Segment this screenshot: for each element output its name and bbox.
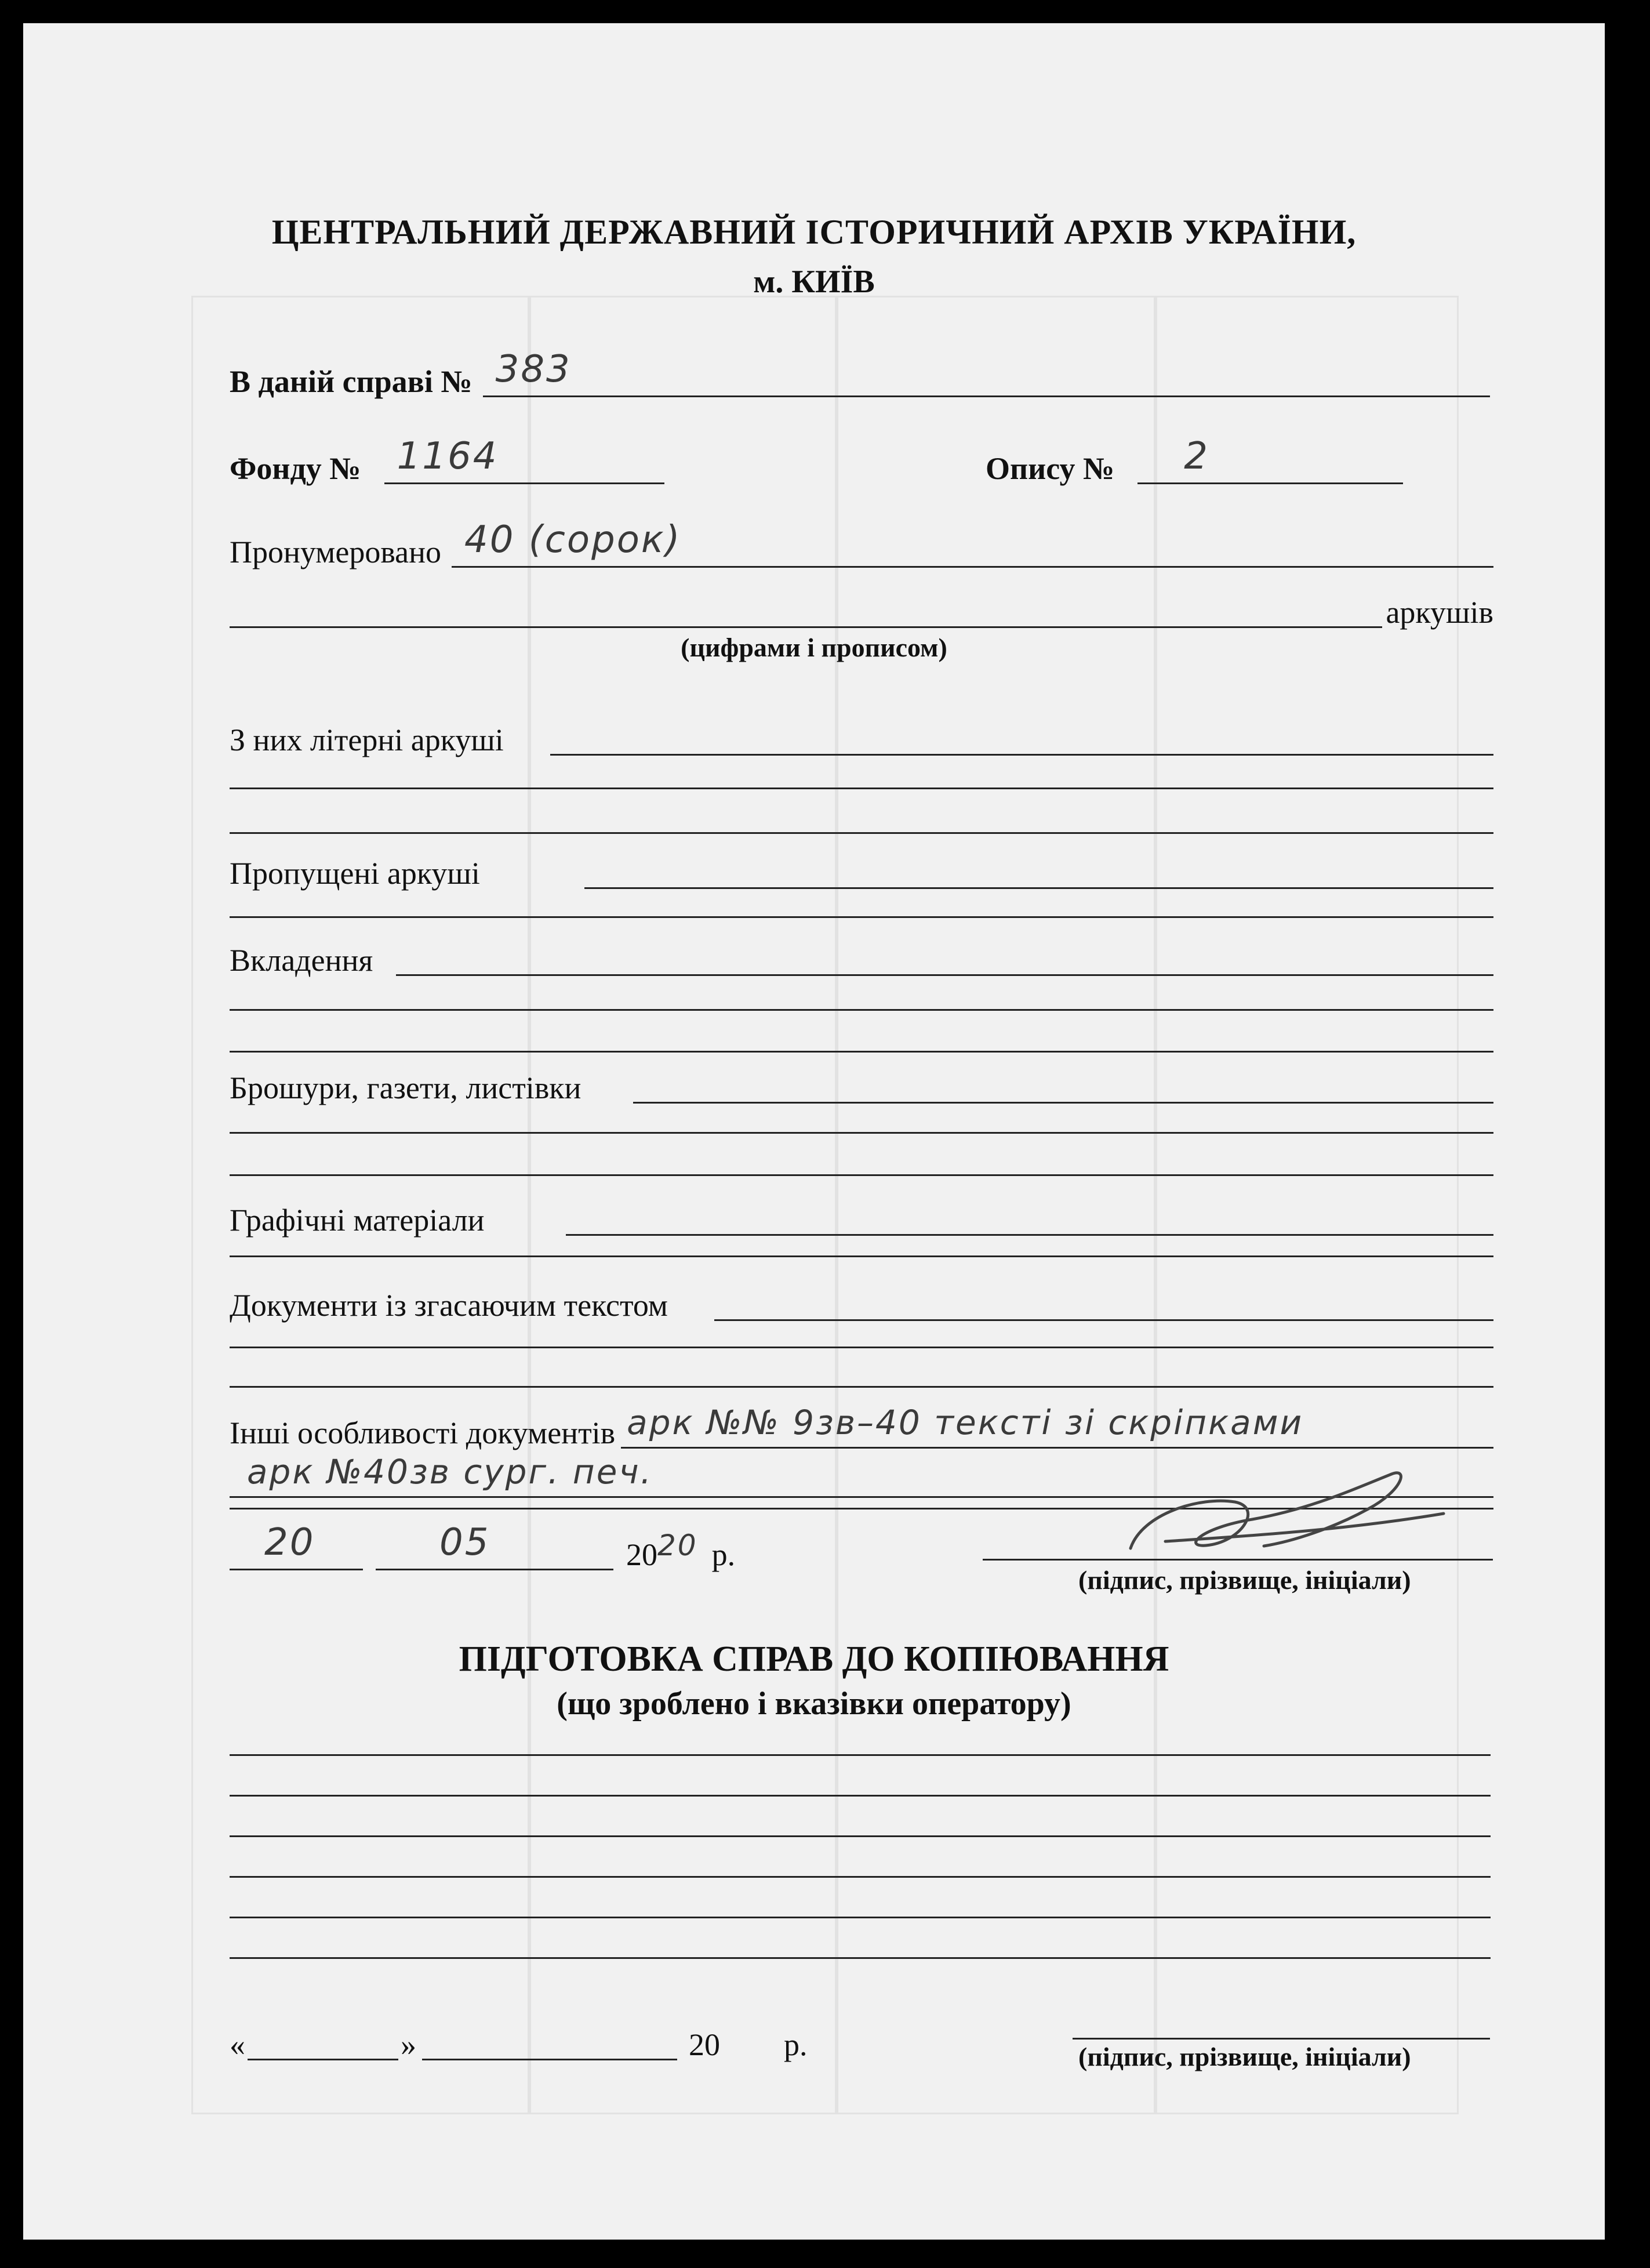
attachments-row: [230, 934, 1493, 976]
attachments-line-2[interactable]: [230, 1009, 1493, 1011]
other-features-field[interactable]: [621, 1403, 1493, 1449]
fond-row: [230, 435, 664, 486]
case-number-field[interactable]: [483, 348, 1490, 397]
other-features-row: [230, 1403, 1493, 1450]
date2-close-quote: »: [401, 2027, 416, 2062]
brochures-label: Брошури, газети, листівки: [230, 1071, 582, 1105]
numbered-suffix: аркушів: [1386, 595, 1493, 630]
fond-field[interactable]: [384, 435, 664, 484]
fond-label: Фонду №: [230, 451, 361, 486]
letter-sheets-line-3[interactable]: [230, 832, 1493, 834]
missing-sheets-label: Пропущені аркуші: [230, 856, 480, 891]
numbered-field-2[interactable]: [230, 586, 1382, 628]
attachments-label: Вкладення: [230, 943, 373, 978]
archive-form-page: [23, 23, 1605, 2240]
brochures-row: [230, 1061, 1493, 1104]
numbered-row-2: [230, 586, 1493, 628]
fading-docs-line-2[interactable]: [230, 1347, 1493, 1348]
brochures-field[interactable]: [633, 1061, 1493, 1104]
numbered-label: Пронумеровано: [230, 535, 441, 569]
section2-subtitle: (що зроблено і вказівки оператору): [557, 1686, 1071, 1722]
numbered-row: [230, 518, 1493, 569]
numbered-field[interactable]: [452, 518, 1493, 568]
signature-caption-2: (підпис, прізвище, ініціали): [1078, 2042, 1411, 2071]
date1-month-field[interactable]: [376, 1521, 613, 1570]
numbered-hint: (цифрами і прописом): [681, 633, 947, 662]
instructions-line-2[interactable]: [230, 1795, 1491, 1797]
missing-sheets-field[interactable]: [584, 847, 1493, 889]
archive-title: ЦЕНТРАЛЬНИЙ ДЕРЖАВНИЙ ІСТОРИЧНИЙ АРХІВ УКРАЇНИ,: [271, 213, 1357, 251]
letter-sheets-field[interactable]: [550, 713, 1493, 756]
letter-sheets-row: [230, 713, 1493, 756]
opys-value: 2: [1184, 435, 1209, 478]
date1-day-field[interactable]: [230, 1521, 363, 1570]
signature-scribble: [1119, 1467, 1467, 1554]
instructions-line-4[interactable]: [230, 1876, 1491, 1878]
fond-value: 1164: [397, 435, 499, 478]
date-row-2: [230, 2018, 867, 2060]
instructions-line-3[interactable]: [230, 1835, 1491, 1837]
date2-day-field[interactable]: [248, 2018, 398, 2060]
date1-year-prefix: 20: [626, 1537, 657, 1572]
date2-month-field[interactable]: [422, 2018, 677, 2060]
fading-docs-field[interactable]: [714, 1279, 1493, 1321]
other-features-label: Інші особливості документів: [230, 1416, 616, 1450]
numbered-value: 40 (сорок): [464, 518, 682, 561]
fading-docs-label: Документи із згасаючим текстом: [230, 1288, 668, 1323]
signature-caption-1: (підпис, прізвище, ініціали): [1078, 1565, 1411, 1595]
missing-sheets-line-2[interactable]: [230, 916, 1493, 918]
date1-year-suffix: 20: [657, 1529, 698, 1562]
graphics-field[interactable]: [566, 1193, 1493, 1236]
brochures-line-2[interactable]: [230, 1132, 1493, 1134]
date2-open-quote: «: [230, 2027, 245, 2062]
date1-month: 05: [439, 1521, 490, 1564]
missing-sheets-row: [230, 847, 1493, 889]
attachments-line-3[interactable]: [230, 1051, 1493, 1053]
section2-title: ПІДГОТОВКА СПРАВ ДО КОПІЮВАННЯ: [459, 1639, 1169, 1679]
case-number-row: [230, 348, 1490, 399]
letter-sheets-label: З них літерні аркуші: [230, 723, 504, 757]
opys-field[interactable]: [1137, 435, 1403, 484]
date2-r: р.: [784, 2027, 808, 2062]
graphics-label: Графічні матеріали: [230, 1203, 485, 1238]
fading-docs-row: [230, 1279, 1493, 1321]
date-row-1: [230, 1521, 751, 1572]
date1-r: р.: [711, 1537, 736, 1572]
letter-sheets-line-2[interactable]: [230, 788, 1493, 789]
archive-city: м. КИЇВ: [753, 264, 875, 300]
other-features-value-2: арк №40зв сург. печ.: [247, 1452, 653, 1492]
graphics-line-2[interactable]: [230, 1255, 1493, 1257]
signature-line-2[interactable]: [1073, 2038, 1490, 2040]
signature-line-1[interactable]: [983, 1559, 1493, 1561]
graphics-row: [230, 1193, 1493, 1236]
case-number-value: 383: [495, 348, 572, 391]
attachments-field[interactable]: [396, 934, 1493, 976]
other-features-value-1: арк №№ 9зв–40 тексті зі скріпками: [627, 1403, 1304, 1442]
fading-docs-line-3[interactable]: [230, 1386, 1493, 1388]
instructions-line-6[interactable]: [230, 1957, 1491, 1959]
opys-row: [986, 435, 1403, 486]
case-number-label: В даній справі №: [230, 364, 473, 399]
instructions-line-5[interactable]: [230, 1917, 1491, 1918]
opys-label: Опису №: [986, 451, 1115, 486]
instructions-line-1[interactable]: [230, 1754, 1491, 1756]
date1-day: 20: [264, 1521, 315, 1564]
brochures-line-3[interactable]: [230, 1174, 1493, 1176]
date2-year-prefix: 20: [689, 2027, 720, 2062]
